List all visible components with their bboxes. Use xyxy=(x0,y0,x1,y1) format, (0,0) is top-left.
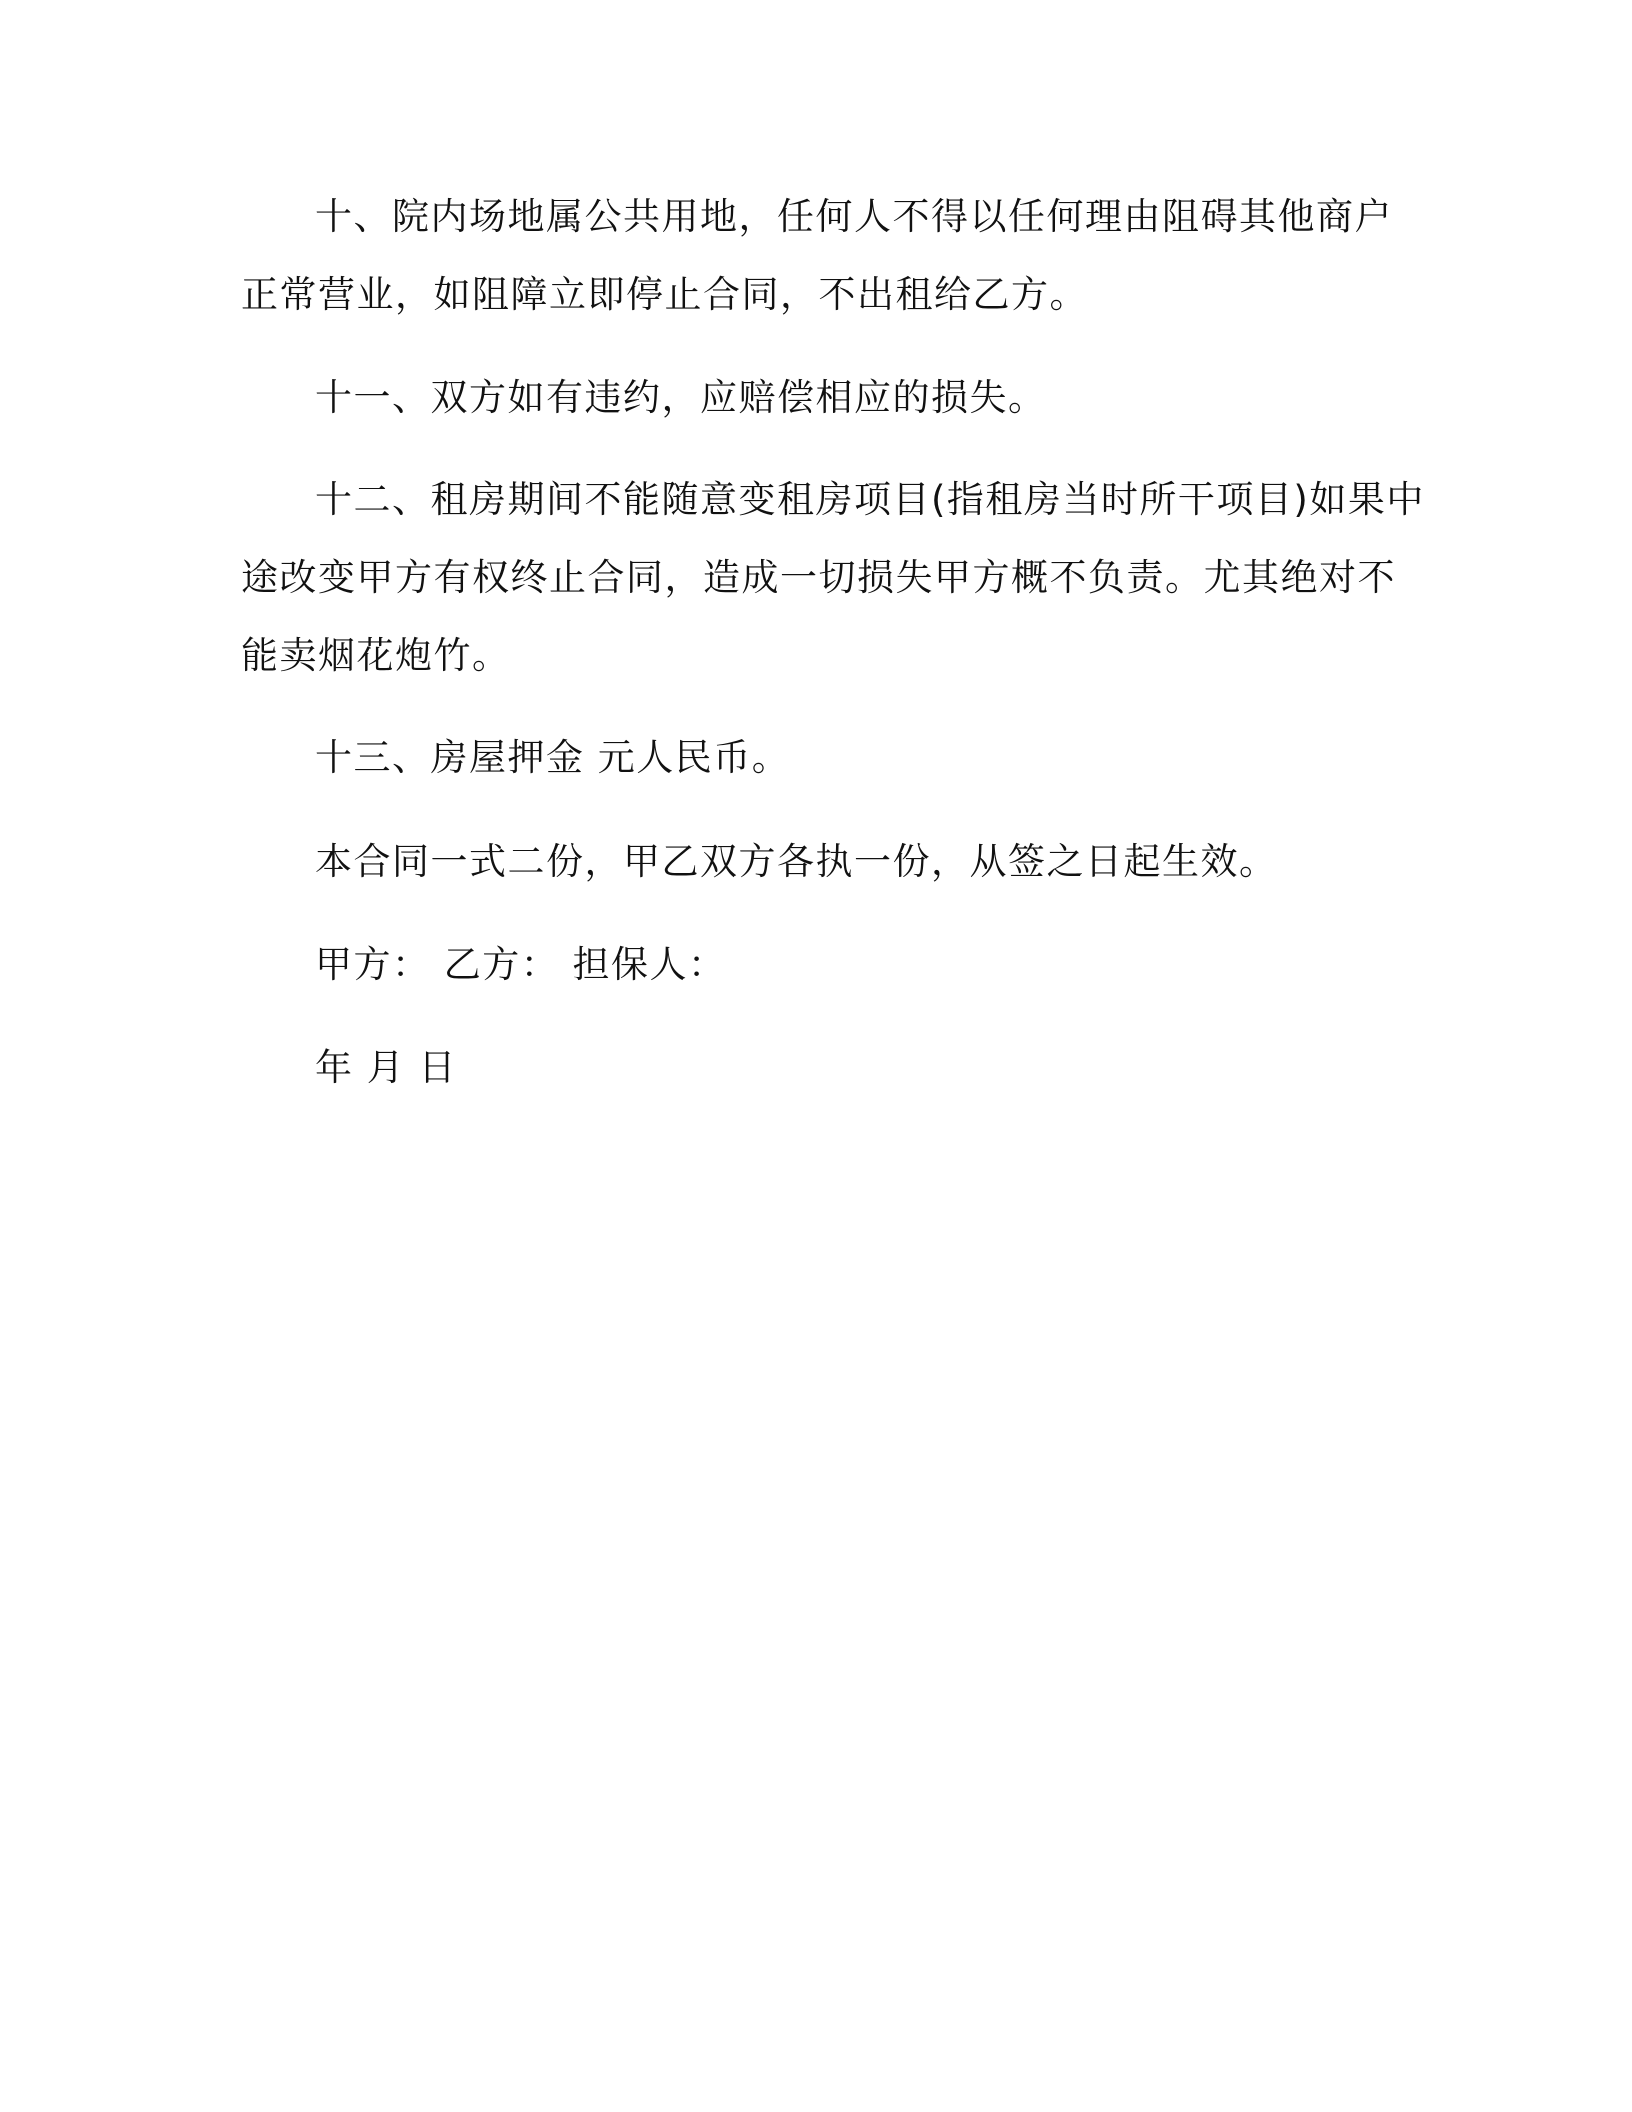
signature-line: 甲方： 乙方： 担保人： xyxy=(315,943,727,986)
clause-11-line-1: 十一、双方如有违约，应赔偿相应的损失。 xyxy=(315,376,1047,419)
clause-10-line-2: 正常营业，如阻障立即停止合同，不出租给乙方。 xyxy=(241,273,1088,316)
clause-12-line-1: 十二、租房期间不能随意变租房项目(指租房当时所干项目)如果中 xyxy=(315,478,1425,521)
date-line: 年 月 日 xyxy=(315,1046,458,1089)
closing-statement: 本合同一式二份，甲乙双方各执一份，从签之日起生效。 xyxy=(315,840,1278,883)
clause-12-line-3: 能卖烟花炮竹。 xyxy=(241,634,511,677)
clause-12-line-2: 途改变甲方有权终止合同，造成一切损失甲方概不负责。尤其绝对不 xyxy=(241,556,1396,599)
clause-13-line-1: 十三、房屋押金 元人民币。 xyxy=(315,736,791,779)
clause-10-line-1: 十、院内场地属公共用地，任何人不得以任何理由阻碍其他商户 xyxy=(315,195,1393,238)
